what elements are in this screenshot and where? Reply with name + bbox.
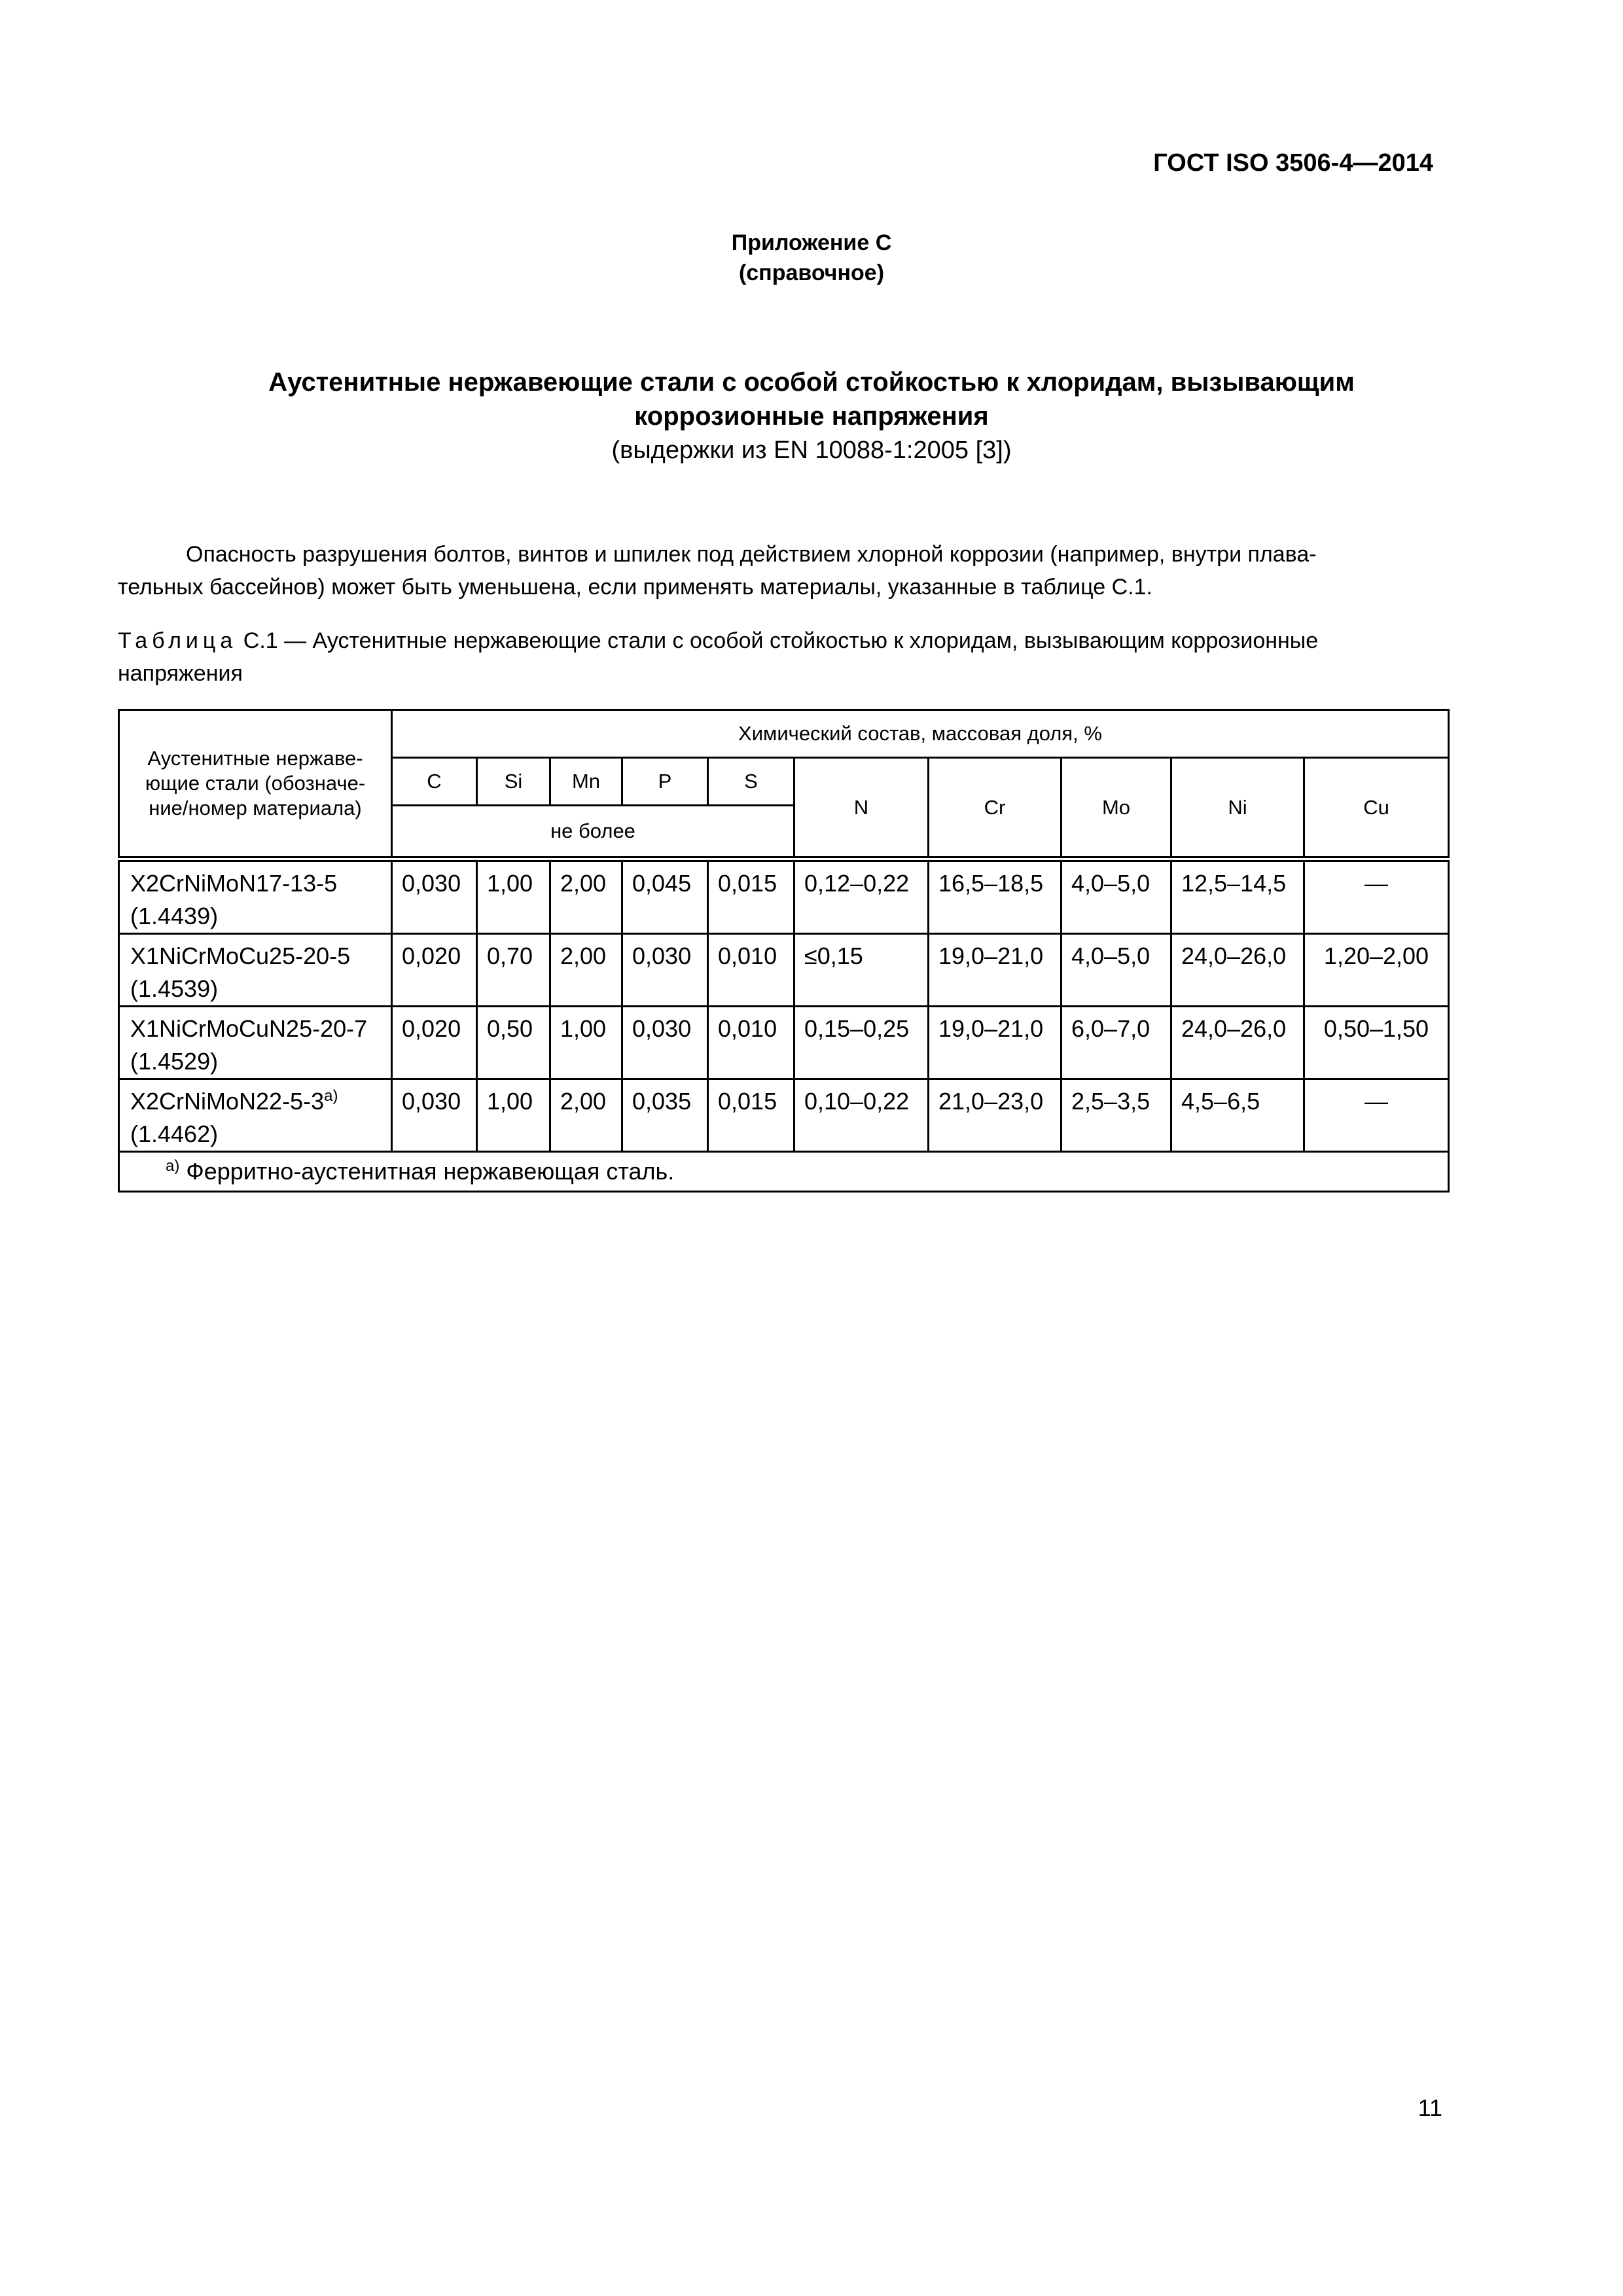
material-cell: $X2CrNiMoN22-5-3^{а)}$ (1.4462) <box>119 1079 392 1152</box>
element-header-n: N <box>794 758 929 859</box>
value-cell-cu: 1,20–2,00 <box>1304 934 1449 1007</box>
table-row <box>119 1007 1449 1079</box>
value-cell-cu: — <box>1304 859 1449 934</box>
table-row <box>119 1079 1449 1152</box>
appendix-heading <box>0 228 1623 288</box>
value-cell-cr: 19,0–21,0 <box>929 934 1061 1007</box>
element-header-s: S <box>708 758 794 806</box>
value-cell-s: 0,010 <box>708 934 794 1007</box>
value-cell-c: 0,020 <box>392 934 477 1007</box>
value-cell-c: 0,030 <box>392 1079 477 1152</box>
caption-line-2: напряжения <box>118 661 243 686</box>
material-cell: X1NiCrMoCuN25-20-7 (1.4529) <box>119 1007 392 1079</box>
element-header-cu: Cu <box>1304 758 1449 859</box>
value-cell-s: 0,015 <box>708 1079 794 1152</box>
value-cell-c: 0,020 <box>392 1007 477 1079</box>
document-code: ГОСТ ISO 3506-4—2014 <box>1153 149 1433 177</box>
intro-line-1: Опасность разрушения болтов, винтов и шпилек под действием хлорной коррозии (например, внутри плава- <box>186 542 1317 567</box>
value-cell-si: 0,70 <box>477 934 550 1007</box>
footnote-mark: а) <box>166 1157 180 1175</box>
element-header-ni: Ni <box>1171 758 1304 859</box>
value-cell-cr: 19,0–21,0 <box>929 1007 1061 1079</box>
group-header: Химический состав, массовая доля, % <box>392 710 1449 758</box>
material-cell: X1NiCrMoCu25-20-5 (1.4539) <box>119 934 392 1007</box>
footnote-mark: а) <box>324 1087 338 1105</box>
value-cell-mn: 2,00 <box>550 1079 622 1152</box>
value-cell-s: 0,015 <box>708 859 794 934</box>
section-title <box>0 365 1623 467</box>
material-cell: X2CrNiMoN17-13-5 (1.4439) <box>119 859 392 934</box>
appendix-title: Приложение С <box>731 230 892 255</box>
value-cell-ni: 4,5–6,5 <box>1171 1079 1304 1152</box>
value-cell-si: 0,50 <box>477 1007 550 1079</box>
value-cell-n: ≤0,15 <box>794 934 929 1007</box>
value-cell-mo: 2,5–3,5 <box>1061 1079 1171 1152</box>
title-subtitle: (выдержки из EN 10088-1:2005 [3]) <box>611 437 1012 464</box>
title-line-2: коррозионные напряжения <box>634 402 989 431</box>
element-header-cr: Cr <box>929 758 1061 859</box>
composition-table <box>118 709 1450 1193</box>
table-footnote <box>119 1152 1449 1192</box>
table-row <box>119 859 1449 934</box>
value-cell-n: 0,10–0,22 <box>794 1079 929 1152</box>
value-cell-n: 0,15–0,25 <box>794 1007 929 1079</box>
value-cell-mn: 2,00 <box>550 934 622 1007</box>
value-cell-n: 0,12–0,22 <box>794 859 929 934</box>
value-cell-s: 0,010 <box>708 1007 794 1079</box>
element-header-c: C <box>392 758 477 806</box>
material-header: Аустенитные нержаве-ющие стали (обозначе-ние/номер материала) <box>119 710 392 859</box>
intro-paragraph <box>118 538 1440 603</box>
value-cell-cr: 21,0–23,0 <box>929 1079 1061 1152</box>
element-header-mo: Mo <box>1061 758 1171 859</box>
value-cell-ni: 24,0–26,0 <box>1171 934 1304 1007</box>
value-cell-ni: 24,0–26,0 <box>1171 1007 1304 1079</box>
title-line-1: Аустенитные нержавеющие стали с особой стойкостью к хлоридам, вызывающим <box>268 368 1355 397</box>
value-cell-ni: 12,5–14,5 <box>1171 859 1304 934</box>
table-header <box>119 710 1449 859</box>
value-cell-p: 0,030 <box>622 1007 708 1079</box>
value-cell-p: 0,035 <box>622 1079 708 1152</box>
table-body <box>119 859 1449 1192</box>
value-cell-mo: 6,0–7,0 <box>1061 1007 1171 1079</box>
page-number: 11 <box>1418 2094 1442 2121</box>
table-row <box>119 934 1449 1007</box>
caption-line-1 <box>118 624 1440 657</box>
value-cell-cu: 0,50–1,50 <box>1304 1007 1449 1079</box>
intro-line-2: тельных бассейнов) может быть уменьшена, если применять материалы, указанные в таблице С.1. <box>118 575 1152 600</box>
limit-note: не более <box>392 806 794 859</box>
element-header-p: P <box>622 758 708 806</box>
value-cell-si: 1,00 <box>477 859 550 934</box>
element-header-mn: Mn <box>550 758 622 806</box>
value-cell-p: 0,045 <box>622 859 708 934</box>
caption-label: Таблица <box>118 628 238 653</box>
table-caption <box>118 624 1440 690</box>
value-cell-mo: 4,0–5,0 <box>1061 934 1171 1007</box>
value-cell-si: 1,00 <box>477 1079 550 1152</box>
caption-text: С.1 — Аустенитные нержавеющие стали с особой стойкостью к хлоридам, вызывающим коррозионные <box>237 628 1319 653</box>
value-cell-c: 0,030 <box>392 859 477 934</box>
value-cell-mn: 2,00 <box>550 859 622 934</box>
footnote-row <box>119 1152 1449 1192</box>
element-header-si: Si <box>477 758 550 806</box>
value-cell-p: 0,030 <box>622 934 708 1007</box>
value-cell-mn: 1,00 <box>550 1007 622 1079</box>
value-cell-cu: — <box>1304 1079 1449 1152</box>
appendix-kind: (справочное) <box>738 260 885 285</box>
footnote-text: Ферритно-аустенитная нержавеющая сталь. <box>179 1158 675 1185</box>
value-cell-cr: 16,5–18,5 <box>929 859 1061 934</box>
value-cell-mo: 4,0–5,0 <box>1061 859 1171 934</box>
